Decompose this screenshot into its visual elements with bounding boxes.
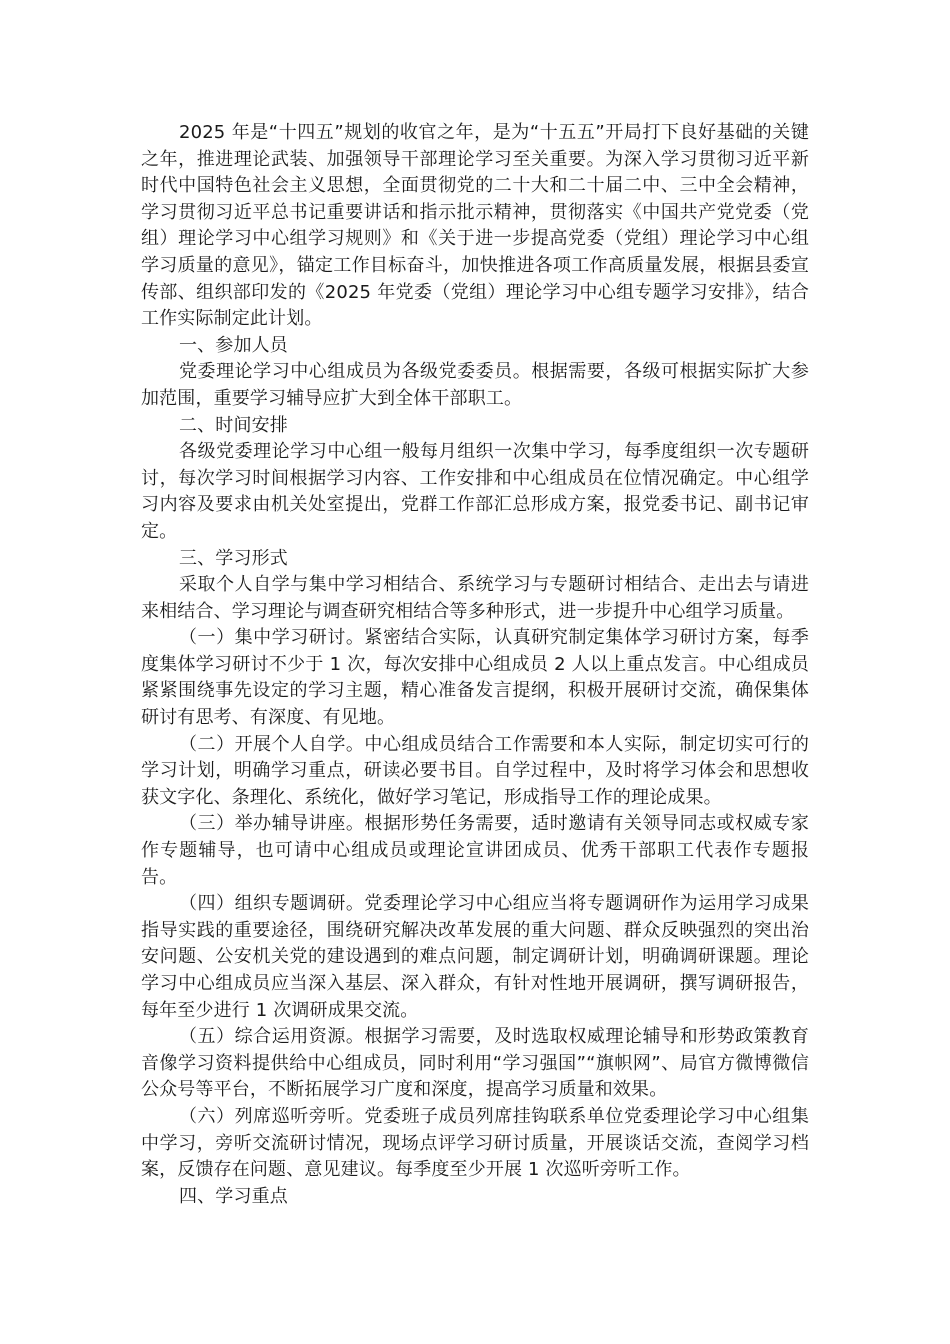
intro-paragraph: 2025 年是“十四五”规划的收官之年，是为“十五五”开局打下良好基础的关键之年，推进理论武装、加强领导干部理论学习至关重要。为深入学习贯彻习近平新时代中国特色社会主义思想，全面贯彻党的二十大和二十届二中、三中全会精神，学习贯彻习近平总书记重要讲话和指示批示精神，贯彻落实《中国共产党党委（党组）理论学习中心组学习规则》和《关于进一步提高党委（党组）理论学习中心组学习质量的意见》，锚定工作目标奋斗，加快推进各项工作高质量发展，根据县委宣传部、组织部印发的《2025 年党委（党组）理论学习中心组专题学习安排》，结合工作实际制定此计划。 [141, 122, 809, 330]
forms-item-2: （二）开展个人自学。中心组成员结合工作需要和本人实际，制定切实可行的学习计划，明确学习重点，研读必要书目。自学过程中，及时将学习体会和思想收获文字化、条理化、系统化，做好学习笔记，形成指导工作的理论成果。 [141, 733, 809, 808]
section-heading-participants: 一、参加人员 [179, 334, 288, 356]
schedule-paragraph: 各级党委理论学习中心组一般每月组织一次集中学习，每季度组织一次专题研讨，每次学习时间根据学习内容、工作安排和中心组成员在位情况确定。中心组学习内容及要求由机关处室提出，党群工作部汇总形成方案，报党委书记、副书记审定。 [141, 441, 809, 542]
forms-item-6: （六）列席巡听旁听。党委班子成员列席挂钩联系单位党委理论学习中心组集中学习，旁听交流研讨情况，现场点评学习研讨质量，开展谈话交流，查阅学习档案，反馈存在问题、意见建议。每季度至少开展 1 次巡听旁听工作。 [141, 1105, 809, 1181]
forms-item-5: （五）综合运用资源。根据学习需要，及时选取权威理论辅导和形势政策教育音像学习资料提供给中心组成员，同时利用“学习强国”“旗帜网”、局官方微博微信公众号等平台，不断拓展学习广度和深度，提高学习质量和效果。 [141, 1026, 809, 1101]
section-heading-schedule: 二、时间安排 [179, 414, 288, 436]
forms-item-4: （四）组织专题调研。党委理论学习中心组应当将专题调研作为运用学习成果指导实践的重要途径，围绕研究解决改革发展的重大问题、群众反映强烈的突出治安问题、公安机关党的建设遇到的难点问题，制定调研计划，明确调研课题。理论学习中心组成员应当深入基层、深入群众，有针对性地开展调研，撰写调研报告，每年至少进行 1 次调研成果交流。 [141, 893, 809, 1021]
forms-paragraph: 采取个人自学与集中学习相结合、系统学习与专题研讨相结合、走出去与请进来相结合、学习理论与调查研究相结合等多种形式，进一步提升中心组学习质量。 [141, 574, 809, 622]
participants-paragraph: 党委理论学习中心组成员为各级党委委员。根据需要，各级可根据实际扩大参加范围，重要学习辅导应扩大到全体干部职工。 [141, 361, 809, 409]
section-heading-focus: 四、学习重点 [179, 1185, 288, 1207]
section-heading-forms: 三、学习形式 [179, 547, 288, 569]
document-page [141, 120, 809, 1210]
forms-item-1: （一）集中学习研讨。紧密结合实际，认真研究制定集体学习研讨方案，每季度集体学习研讨不少于 1 次，每次安排中心组成员 2 人以上重点发言。中心组成员紧紧围绕事先设定的学习主题，精心准备发言提纲，积极开展研讨交流，确保集体研讨有思考、有深度、有见地。 [141, 627, 809, 729]
forms-item-3: （三）举办辅导讲座。根据形势任务需要，适时邀请有关领导同志或权威专家作专题辅导，也可请中心组成员或理论宣讲团成员、优秀干部职工代表作专题报告。 [141, 813, 809, 888]
